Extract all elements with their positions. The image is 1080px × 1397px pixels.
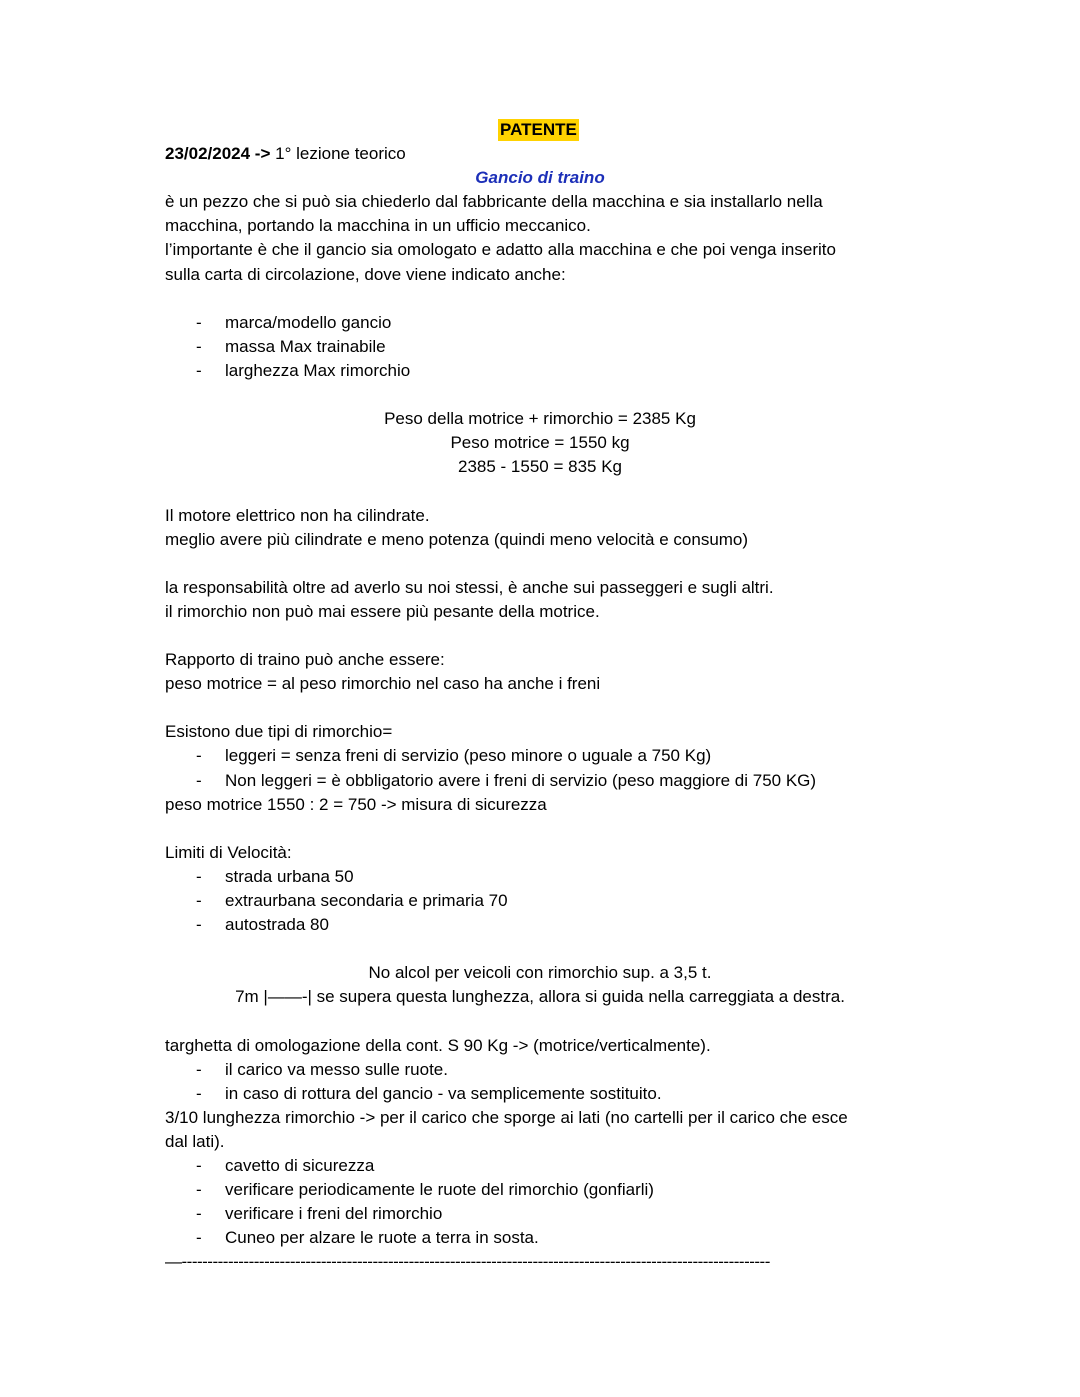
list-item-text: autostrada 80: [225, 915, 329, 935]
section-title: Gancio di traino: [475, 168, 605, 188]
safety-measure-line: peso motrice 1550 : 2 = 750 -> misura di sicurezza: [165, 794, 547, 814]
speed-heading: Limiti di Velocità:: [165, 842, 292, 862]
paragraph-line: sulla carta di circolazione, dove viene indicato anche:: [165, 264, 566, 284]
list-item-text: leggeri = senza freni di servizio (peso minore o uguale a 750 Kg): [225, 746, 712, 766]
list-item-text: marca/modello gancio: [225, 312, 392, 332]
paragraph-line: peso motrice = al peso rimorchio nel caso ha anche i freni: [165, 674, 601, 694]
blank-line: [165, 696, 915, 720]
list-item-text: strada urbana 50: [225, 866, 354, 886]
bullet-dash: -: [196, 312, 202, 332]
blank-line: [165, 624, 915, 648]
list-item: [165, 913, 915, 937]
lesson-label: 1° lezione teorico: [270, 144, 406, 164]
list-item: [165, 1202, 915, 1226]
list-item: [165, 1226, 915, 1250]
bullet-dash: -: [196, 746, 202, 766]
blank-line: [165, 479, 915, 503]
list-item: [165, 744, 915, 768]
blank-line: [165, 383, 915, 407]
blank-line: [165, 937, 915, 961]
lesson-line: [165, 142, 915, 166]
bullet-dash: -: [196, 360, 202, 380]
title-line: [165, 118, 915, 142]
paragraph-line: l’importante è che il gancio sia omologato e adatto alla macchina e che poi venga inserito: [165, 240, 836, 260]
list-item-text: Cuneo per alzare le ruote a terra in sosta.: [225, 1228, 539, 1248]
blank-line: [165, 1009, 915, 1033]
list-item-text: larghezza Max rimorchio: [225, 360, 411, 380]
bullet-dash: -: [196, 1204, 202, 1224]
calc-line: 2385 - 1550 = 835 Kg: [458, 457, 622, 477]
bullet-dash: -: [196, 1156, 202, 1176]
list-item: [165, 1082, 915, 1106]
list-item: [165, 865, 915, 889]
list-item: [165, 335, 915, 359]
list-item-text: il carico va messo sulle ruote.: [225, 1059, 448, 1079]
blank-line: [165, 287, 915, 311]
paragraph-line: Il motore elettrico non ha cilindrate.: [165, 505, 430, 525]
list-item: [165, 1154, 915, 1178]
list-item-text: in caso di rottura del gancio - va semplicemente sostituito.: [225, 1083, 662, 1103]
paragraph-line: 3/10 lunghezza rimorchio -> per il carico che sporge ai lati (no cartelli per il carico che esce: [165, 1107, 848, 1127]
list-item: [165, 889, 915, 913]
paragraph-line: il rimorchio non può mai essere più pesante della motrice.: [165, 601, 600, 621]
bullet-dash: -: [196, 1228, 202, 1248]
blank-line: [165, 552, 915, 576]
list-item-text: cavetto di sicurezza: [225, 1156, 375, 1176]
plate-line: targhetta di omologazione della cont. S 90 Kg -> (motrice/verticalmente).: [165, 1035, 711, 1055]
paragraph-line: dal lati).: [165, 1131, 225, 1151]
calc-line: Peso motrice = 1550 kg: [450, 433, 630, 453]
list-item-text: verificare periodicamente le ruote del rimorchio (gonfiarli): [225, 1180, 654, 1200]
paragraph-line: meglio avere più cilindrate e meno potenza (quindi meno velocità e consumo): [165, 529, 749, 549]
paragraph-line: la responsabilità oltre ad averlo su noi stessi, è anche sui passeggeri e sugli altri.: [165, 577, 774, 597]
separator-rule: —------------------------------------------------------------------------------------------------------------------: [165, 1252, 770, 1272]
section-title-line: [165, 166, 915, 190]
list-item: [165, 769, 915, 793]
list-item: [165, 1058, 915, 1082]
bullet-dash: -: [196, 770, 202, 790]
document-page: [165, 118, 915, 1275]
page-title: PATENTE: [500, 120, 577, 139]
list-item-text: Non leggeri = è obbligatorio avere i freni di servizio (peso maggiore di 750 KG): [225, 770, 817, 790]
list-item-text: extraurbana secondaria e primaria 70: [225, 891, 508, 910]
paragraph-line: macchina, portando la macchina in un ufficio meccanico.: [165, 216, 591, 236]
bullet-dash: -: [196, 891, 202, 910]
list-item-text: verificare i freni del rimorchio: [225, 1204, 443, 1224]
types-heading: Esistono due tipi di rimorchio=: [165, 722, 393, 742]
list-item: [165, 1178, 915, 1202]
list-item: [165, 359, 915, 383]
alcohol-line: No alcol per veicoli con rimorchio sup. a 3,5 t.: [368, 963, 712, 983]
paragraph-line: Rapporto di traino può anche essere:: [165, 650, 445, 670]
calc-line: Peso della motrice + rimorchio = 2385 Kg: [384, 409, 696, 429]
paragraph-line: è un pezzo che si può sia chiederlo dal fabbricante della macchina e sia installarlo nella: [165, 192, 823, 212]
bullet-dash: -: [196, 336, 202, 356]
bullet-dash: -: [196, 1059, 202, 1079]
blank-line: [165, 817, 915, 841]
bullet-dash: -: [196, 915, 202, 935]
bullet-dash: -: [196, 1083, 202, 1103]
length-rule-line: 7m |——-| se supera questa lunghezza, allora si guida nella carreggiata a destra.: [235, 987, 845, 1007]
lesson-date: 23/02/2024 ->: [165, 144, 271, 164]
list-item: [165, 311, 915, 335]
bullet-dash: -: [196, 866, 202, 886]
bullet-dash: -: [196, 1180, 202, 1200]
list-item-text: massa Max trainabile: [225, 336, 386, 356]
